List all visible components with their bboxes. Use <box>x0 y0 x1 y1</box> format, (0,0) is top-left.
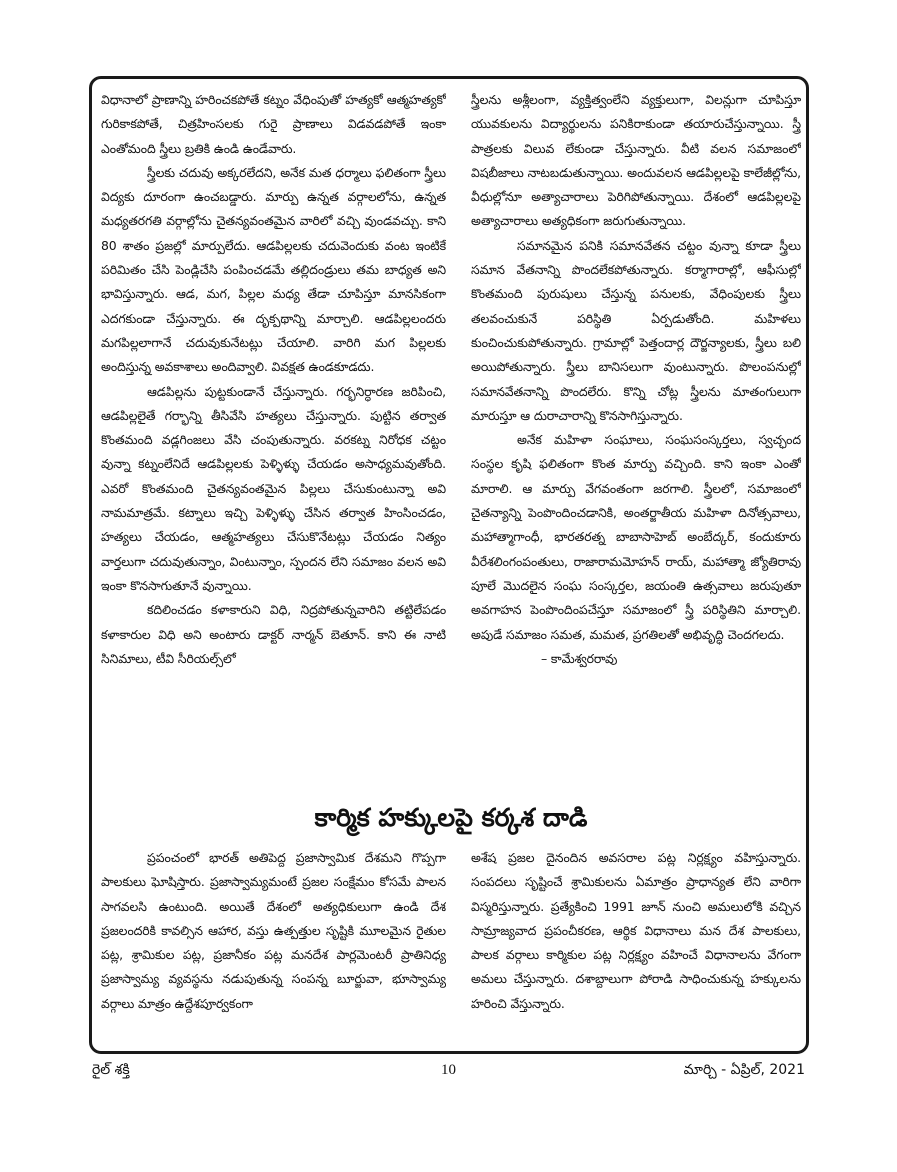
publication-name: రైల్ శక్తి <box>92 1062 130 1078</box>
paragraph: సమానమైన పనికి సమానవేతన చట్టం వున్నా కూడా స్త్రీలు సమాన వేతనాన్ని పొందలేకపోతున్నారు. కర్మాగారాల్లో, ఆఫీసుల్లో కొంతమంది పురుషులు చేస్తున్న పనులకు, వేధింపులకు స్త్రీలు తలవంచుకునే పరిస్థితి ఏర్పడుతోంది. మహిళలు కుంచించుకుపోతున్నారు. గ్రామాల్లో పెత్తందార్ల దౌర్జన్యాలకు, స్త్రీలు బలి అయిపోతున్నారు. స్త్రీలు బానిసలుగా వుంటున్నారు. పొలంపనుల్లో సమానవేతనాన్ని పొందలేరు. కొన్ని చోట్ల స్త్రీలను మాతంగులుగా మారుస్తూ ఆ దురాచారాన్ని కొనసాగిస్తున్నారు. <box>471 237 801 423</box>
paragraph: అనేక మహిళా సంఘాలు, సంఘసంస్కర్తలు, స్వచ్ఛంద సంస్థల కృషి ఫలితంగా కొంత మార్పు వచ్చింది. కాని ఇంకా ఎంతో మారాలి. ఆ మార్పు వేగవంతంగా జరగాలి. స్త్రీలలో, సమాజంలో చైతన్యాన్ని పెంపొందించడానికి, అంతర్జాతీయ మహిళా దినోత్సవాలు, మహాత్మాగాంధీ, భారతరత్న బాబాసాహెబ్ అంబేద్కర్, కందుకూరు వీరేశలింగంపంతులు, రాజారామమోహన్ రాయ్, మహాత్మా జ్యోతిరావు పూలే మొదలైన సంఘ సంస్కర్తల, జయంతి ఉత్సవాలు జరుపుతూ అవగాహన పెంపొందింపచేస్తూ సమాజంలో స్త్రీ పరిస్థితిని మార్చాలి. అపుడే సమాజం సమత, మమత, ప్రగతిలతో అభివృద్ధి చెందగలదు. <box>471 432 801 642</box>
page-number: 10 <box>441 1062 456 1078</box>
paragraph: కదిలించడం కళాకారుని విధి, నిద్రపోతున్నవారిని తట్టిలేపడం కళాకారుల విధి అని అంటారు డాక్టర్ నార్మన్ బెతూన్. కాని ఈ నాటి సినిమాలు, టీవి సీరియల్స్‌లో <box>101 602 446 666</box>
article-column-bottom-left <box>101 846 446 1042</box>
paragraph: ప్రపంచంలో భారత్ అతిపెద్ద ప్రజాస్వామిక దేశమని గొప్పగా పాలకులు ఘోషిస్తారు. ప్రజాస్వామ్యమంటే ప్రజల సంక్షేమం కోసమే పాలన సాగవలసి ఉంటుంది. అయితే దేశంలో అత్యధికులుగా ఉండి దేశ ప్రజలందరికి కావల్సిన ఆహార, వస్తు ఉత్పత్తుల సృష్టికి మూలమైన రైతుల పట్ల, శ్రామికుల పట్ల, ప్రజానీకం పట్ల మనదేశ పార్లమెంటరీ ప్రాతినిధ్య ప్రజాస్వామ్య వ్యవస్థను నడుపుతున్న సంపన్న బూర్జువా, భూస్వామ్య వర్గాలు మాత్రం ఉద్దేశపూర్వకంగా <box>101 850 446 1011</box>
article-column-top-left <box>101 88 446 780</box>
paragraph: స్త్రీలను అశ్లీలంగా, వ్యక్తిత్వంలేని వ్యక్తులుగా, విలన్లుగా చూపిస్తూ యువకులను విద్యార్థులను పనికిరాకుండా తయారుచేస్తున్నాయి. స్త్రీ పాత్రలకు విలువ లేకుండా చేస్తున్నారు. వీటి వలన సమాజంలో విషబీజాలు నాటబడుతున్నాయి. అందువలన ఆడపిల్లలపై కాలేజీల్లోను, వీధుల్లోనూ అత్యాచారాలు పెరిగిపోతున్నాయి. దేశంలో ఆడపిల్లలపై అత్యాచారాలు అత్యధికంగా జరుగుతున్నాయి. <box>471 92 801 229</box>
signature-line <box>471 647 801 671</box>
paragraph: స్త్రీలకు చదువు అక్కరలేదని, అనేక మత ధర్మాలు ఫలితంగా స్త్రీలు విద్యకు దూరంగా ఉంచబడ్డారు. మార్పు ఉన్నత వర్గాలలోను, ఉన్నత మధ్యతరగతి వర్గాల్లోను చైతన్యవంతమైన వారిలో వచ్చి వుండవచ్చు. కాని 80 శాతం ప్రజల్లో మార్పులేదు. ఆడపిల్లలకు చదువెందుకు వంట ఇంటికే పరిమితం చేసి పెండ్లిచేసి పంపించడమే తల్లిదండ్రులు తమ బాధ్యత అని భావిస్తున్నారు. ఆడ, మగ, పిల్లల మధ్య తేడా చూపిస్తూ మానసికంగా ఎదగకుండా చేస్తున్నారు. ఈ దృక్పథాన్ని మార్చాలి. ఆడపిల్లలందరు మగపిల్లలాగానే చదువుకునేటట్లు చేయాలి. వారిగి మగ పిల్లలకు అందిస్తున్న అవకాశాలు అందివ్వాలి. వివక్షత ఉండకూడదు. <box>101 164 446 375</box>
article-headline: కార్మిక హక్కులపై కర్కశ దాడి <box>314 803 588 832</box>
issue-date: మార్చి - ఏప్రిల్, 2021 <box>683 1062 805 1078</box>
paragraph: విధానాలో ప్రాణాన్ని హరించకపోతే కట్నం వేధింపుతో హత్యకో ఆత్మహత్యకో గురికాకపోతే, చిత్రహింసలకు గురై ప్రాణాలు విడవడపోతే ఇంకా ఎంతోమంది స్త్రీలు బ్రతికి ఉండి ఉండేవారు. <box>101 92 446 156</box>
paragraph: అశేష ప్రజల దైనందిన అవసరాల పట్ల నిర్లక్ష్యం వహిస్తున్నారు. సంపదలు సృష్టించే శ్రామికులను ఏమాత్రం ప్రాధాన్యత లేని వారిగా విస్మరిస్తున్నారు. ప్రత్యేకించి 1991 జూన్ నుంచి అమలులోకి వచ్చిన సామ్రాజ్యవాద ప్రపంచీకరణ, ఆర్థిక విధానాలు మన దేశ పాలకులు, పాలక వర్గాలు కార్మికుల పట్ల నిర్లక్ష్యం వహించే విధానాలను వేగంగా అమలు చేస్తున్నారు. దశాబ్దాలుగా పోరాడి సాధించుకున్న హక్కులను హరించి వేస్తున్నారు. <box>471 850 801 1011</box>
paragraph: ఆడపిల్లను పుట్టకుండానే చేస్తున్నారు. గర్భనిర్ధారణ జరిపించి, ఆడపిల్లలైతే గర్భాన్ని తీసివేసి హత్యలు చేస్తున్నారు. పుట్టిన తర్వాత కొంతమంది వడ్లగింజలు వేసి చంపుతున్నారు. వరకట్న నిరోధక చట్టం వున్నా కట్నంలేనిదే ఆడపిల్లలకు పెళ్ళిళ్ళు చేయడం అసాధ్యమవుతోంది. ఎవరో కొంతమంది చైతన్యవంతమైన పిల్లలు చేసుకుంటున్నా అవి నామమాత్రమే. కట్నాలు ఇచ్చి పెళ్ళిళ్ళు చేసిన తర్వాత హింసించడం, హత్యలు చేయడం, ఆత్మహత్యలు చేసుకొనేటట్లు చేయడం నిత్యం వార్తలుగా చదువుతున్నాం, వింటున్నాం, స్పందన లేని సమాజం వలన అవి ఇంకా కొనసాగుతూనే వున్నాయి. <box>101 383 446 593</box>
article-column-top-right <box>471 88 801 796</box>
author-signature: – కామేశ్వరరావు <box>541 650 618 666</box>
article-column-bottom-right <box>471 846 801 1042</box>
